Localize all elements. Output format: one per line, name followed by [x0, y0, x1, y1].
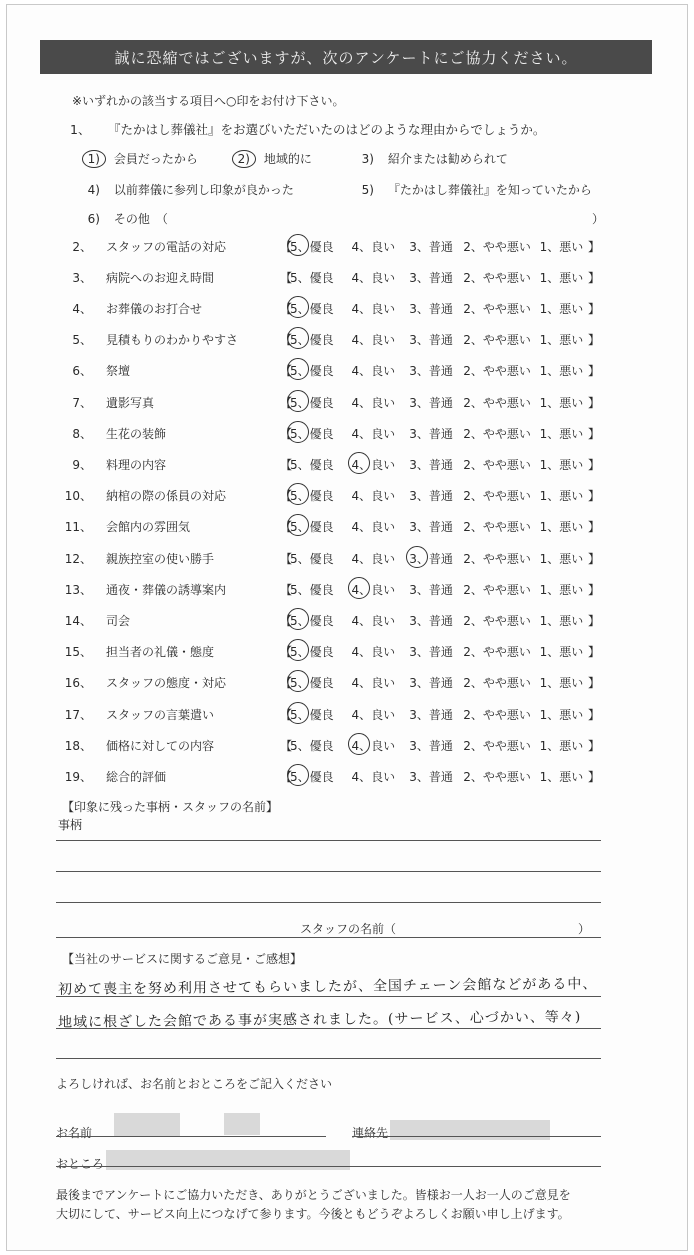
rating-option-5[interactable]: 5、優良: [290, 238, 351, 255]
phone-line: [352, 1136, 601, 1137]
address-label: おところ: [56, 1157, 105, 1171]
rating-option-1[interactable]: 1、悪い: [539, 301, 584, 316]
rating-scale: [280, 577, 600, 601]
rating-row-label: 価格に対しての内容: [106, 738, 215, 753]
q1-number: 1、: [70, 122, 91, 137]
rating-option-3[interactable]: 3、普通: [409, 550, 463, 567]
rating-option-3[interactable]: 3、普通: [409, 426, 453, 441]
rating-option-4[interactable]: 4、良い: [351, 301, 396, 316]
scale-open-bracket: 【: [280, 582, 293, 597]
rating-option-1[interactable]: 1、悪い: [539, 426, 584, 441]
rating-row-number: 17、: [64, 707, 92, 722]
rating-option-3[interactable]: 3、普通: [409, 457, 453, 472]
rating-option-1[interactable]: 1、悪い: [539, 676, 584, 691]
rating-option-3[interactable]: 3、普通: [409, 270, 453, 285]
phone-label: 連絡先: [352, 1126, 389, 1140]
rating-option-5[interactable]: 5、優良: [290, 674, 351, 691]
rating-row: [50, 515, 610, 539]
impression-line-2: [56, 871, 601, 872]
rating-row: [50, 640, 610, 664]
rating-option-2[interactable]: 2、やや悪い: [463, 676, 531, 691]
q1-option-3-label: 紹介または勧められて: [387, 152, 508, 166]
rating-option-4[interactable]: 4、良い: [351, 707, 396, 722]
rating-option-1[interactable]: 1、悪い: [539, 239, 584, 254]
rating-option-4[interactable]: 4、良い: [351, 676, 396, 691]
staff-name-label: スタッフの名前（: [300, 922, 397, 936]
rating-option-3[interactable]: 3、普通: [409, 645, 453, 660]
rating-row-label: スタッフの言葉遣い: [106, 707, 215, 722]
rating-option-4[interactable]: 4、良い: [351, 581, 409, 598]
rating-option-2[interactable]: 2、やや悪い: [463, 364, 531, 379]
rating-row-number: 15、: [64, 645, 92, 660]
rating-option-2[interactable]: 2、やや悪い: [463, 769, 531, 784]
rating-option-5[interactable]: 5、優良: [290, 457, 334, 472]
rating-row-label: 見積もりのわかりやすさ: [106, 333, 239, 348]
rating-row-number: 9、: [72, 457, 92, 472]
rating-scale: [280, 359, 600, 383]
opinion-line-2: [56, 1028, 601, 1029]
rating-option-3[interactable]: 3、普通: [409, 520, 453, 535]
rating-option-2[interactable]: 2、やや悪い: [463, 645, 531, 660]
rating-option-1[interactable]: 1、悪い: [539, 333, 584, 348]
name-redaction-1: [114, 1113, 180, 1137]
scale-open-bracket: 【: [280, 613, 293, 628]
rating-scale: [280, 390, 600, 414]
rating-row: [50, 608, 610, 632]
rating-row-number: 16、: [64, 676, 92, 691]
rating-option-2[interactable]: 2、やや悪い: [463, 738, 531, 753]
rating-option-5[interactable]: 5、優良: [290, 582, 334, 597]
closing-line-2: 大切にして、サービス向上につなげて参ります。今後ともどうぞよろしくお願い申し上げます。: [56, 1207, 570, 1222]
rating-row-label: 遺影写真: [106, 395, 155, 410]
scale-close-bracket: 】: [587, 582, 600, 597]
q1-option-6[interactable]: [66, 210, 168, 227]
scale-close-bracket: 】: [587, 301, 600, 316]
rating-option-5[interactable]: 5、優良: [290, 518, 351, 535]
q1-option-5[interactable]: [340, 181, 592, 198]
rating-option-2[interactable]: 2、やや悪い: [463, 426, 531, 441]
instruction-note: ※いずれかの該当する項目へ○印をお付け下さい。: [72, 94, 345, 108]
rating-row: [50, 577, 610, 601]
rating-option-5[interactable]: 5、優良: [290, 394, 351, 411]
rating-row-label: スタッフの態度・対応: [106, 676, 227, 691]
scale-open-bracket: 【: [280, 551, 293, 566]
q1-option-1-number: 1): [82, 150, 106, 168]
rating-option-5[interactable]: 5、優良: [290, 706, 351, 723]
impression-subject-label: 事柄: [58, 818, 83, 832]
rating-row-label: 司会: [106, 613, 131, 628]
name-redaction-2: [224, 1113, 260, 1135]
rating-option-4[interactable]: 4、良い: [351, 489, 396, 504]
q1-option-6-label: その他 （: [113, 212, 168, 226]
rating-option-4[interactable]: 4、良い: [351, 426, 396, 441]
rating-option-3[interactable]: 3、普通: [409, 301, 453, 316]
rating-row: [50, 671, 610, 695]
opinion-line-3: [56, 1058, 601, 1059]
rating-option-4[interactable]: 4、良い: [351, 769, 396, 784]
scale-open-bracket: 【: [280, 364, 293, 379]
rating-option-5[interactable]: 5、優良: [290, 425, 351, 442]
rating-row-label: 担当者の礼儀・態度: [106, 645, 215, 660]
q1-option-1[interactable]: [66, 150, 198, 168]
rating-scale: [280, 484, 600, 508]
rating-option-1[interactable]: 1、悪い: [539, 613, 584, 628]
rating-row-number: 2、: [72, 239, 92, 254]
q1-option-5-number: 5): [361, 183, 374, 197]
name-label: お名前: [56, 1126, 93, 1140]
rating-row: [50, 733, 610, 757]
rating-option-4[interactable]: 4、良い: [351, 737, 409, 754]
rating-option-4[interactable]: 4、良い: [351, 364, 396, 379]
rating-row-label: 会館内の雰囲気: [106, 520, 191, 535]
scale-close-bracket: 】: [587, 333, 600, 348]
rating-option-4[interactable]: 4、良い: [351, 270, 396, 285]
rating-row-number: 18、: [64, 738, 92, 753]
rating-option-3[interactable]: 3、普通: [409, 395, 453, 410]
rating-row-label: 納棺の際の係員の対応: [106, 489, 227, 504]
address-line: [56, 1166, 601, 1167]
scale-open-bracket: 【: [280, 489, 293, 504]
rating-row-label: 料理の内容: [106, 457, 167, 472]
phone-redaction: [390, 1120, 550, 1140]
scale-open-bracket: 【: [280, 333, 293, 348]
survey-header: 誠に恐縮ではございますが、次のアンケートにご協力ください。: [40, 40, 652, 74]
rating-option-1[interactable]: 1、悪い: [539, 270, 584, 285]
rating-option-2[interactable]: 2、やや悪い: [463, 707, 531, 722]
opinion-handwritten-line-2: 地域に根ざした会館である事が実感されました。(サービス、心づかい、等々): [57, 1009, 582, 1031]
rating-row-label: 通夜・葬儀の誘導案内: [106, 582, 227, 597]
rating-row-number: 3、: [72, 270, 92, 285]
rating-option-3[interactable]: 3、普通: [409, 333, 453, 348]
rating-row-number: 8、: [72, 426, 92, 441]
scale-open-bracket: 【: [280, 520, 293, 535]
q1-option-2[interactable]: [216, 150, 312, 168]
rating-option-3[interactable]: 3、普通: [409, 676, 453, 691]
rating-row-label: 総合的評価: [106, 769, 167, 784]
rating-option-3[interactable]: 3、普通: [409, 707, 453, 722]
impression-line-1: [56, 840, 601, 841]
rating-scale: [280, 296, 600, 320]
rating-option-1[interactable]: 1、悪い: [539, 457, 584, 472]
scale-close-bracket: 】: [587, 645, 600, 660]
scale-close-bracket: 】: [587, 426, 600, 441]
scale-close-bracket: 】: [587, 457, 600, 472]
opinion-line-1: [56, 996, 601, 997]
rating-option-5[interactable]: 5、優良: [290, 612, 351, 629]
rating-option-2[interactable]: 2、やや悪い: [463, 613, 531, 628]
q1-option-2-label: 地域的に: [263, 152, 312, 166]
rating-row: [50, 484, 610, 508]
rating-row-number: 6、: [72, 364, 92, 379]
rating-option-5[interactable]: 5、優良: [290, 768, 351, 785]
rating-option-2[interactable]: 2、やや悪い: [463, 520, 531, 535]
scale-close-bracket: 】: [587, 738, 600, 753]
scale-close-bracket: 】: [587, 769, 600, 784]
rating-scale: [280, 515, 600, 539]
scale-open-bracket: 【: [280, 769, 293, 784]
rating-option-5[interactable]: 5、優良: [290, 487, 351, 504]
rating-scale: [280, 452, 600, 476]
scale-open-bracket: 【: [280, 301, 293, 316]
rating-option-4[interactable]: 4、良い: [351, 456, 409, 473]
rating-scale: [280, 702, 600, 726]
rating-row-label: スタッフの電話の対応: [106, 239, 227, 254]
rating-option-3[interactable]: 3、普通: [409, 613, 453, 628]
rating-option-4[interactable]: 4、良い: [351, 395, 396, 410]
q1-option-2-number: 2): [232, 150, 256, 168]
scale-close-bracket: 】: [587, 707, 600, 722]
scale-open-bracket: 【: [280, 426, 293, 441]
rating-option-1[interactable]: 1、悪い: [539, 738, 584, 753]
rating-option-4[interactable]: 4、良い: [351, 551, 396, 566]
rating-option-1[interactable]: 1、悪い: [539, 364, 584, 379]
rating-scale: [280, 421, 600, 445]
rating-option-5[interactable]: 5、優良: [290, 270, 334, 285]
rating-row-label: 生花の装飾: [106, 426, 167, 441]
rating-row: [50, 265, 610, 289]
rating-option-2[interactable]: 2、やや悪い: [463, 301, 531, 316]
q1-question-text: 『たかはし葬儀社』をお選びいただいたのはどのような理由からでしょうか。: [107, 122, 546, 137]
scale-open-bracket: 【: [280, 239, 293, 254]
scale-close-bracket: 】: [587, 270, 600, 285]
rating-option-4[interactable]: 4、良い: [351, 520, 396, 535]
rating-row: [50, 546, 610, 570]
rating-row-number: 4、: [72, 301, 92, 316]
rating-row-number: 11、: [64, 520, 92, 535]
rating-option-5[interactable]: 5、優良: [290, 362, 351, 379]
rating-scale: [280, 608, 600, 632]
scale-open-bracket: 【: [280, 395, 293, 410]
rating-option-2[interactable]: 2、やや悪い: [463, 270, 531, 285]
impression-title: 【印象に残った事柄・スタッフの名前】: [62, 800, 279, 814]
closing-line-1: 最後までアンケートにご協力いただき、ありがとうございました。皆様お一人お一人のご意見を: [56, 1188, 571, 1202]
scale-open-bracket: 【: [280, 676, 293, 691]
rating-option-2[interactable]: 2、やや悪い: [463, 551, 531, 566]
rating-option-1[interactable]: 1、悪い: [539, 707, 584, 722]
scale-close-bracket: 】: [587, 364, 600, 379]
rating-option-2[interactable]: 2、やや悪い: [463, 582, 531, 597]
scale-close-bracket: 】: [587, 239, 600, 254]
scale-close-bracket: 】: [587, 489, 600, 504]
rating-row-label: 病院へのお迎え時間: [106, 270, 215, 285]
rating-row: [50, 296, 610, 320]
rating-option-1[interactable]: 1、悪い: [539, 520, 584, 535]
rating-row-label: 祭壇: [106, 364, 131, 379]
scale-close-bracket: 】: [587, 613, 600, 628]
rating-option-4[interactable]: 4、良い: [351, 613, 396, 628]
q1-option-4-number: 4): [87, 183, 100, 197]
rating-row: [50, 390, 610, 414]
rating-option-5[interactable]: 5、優良: [290, 738, 334, 753]
rating-option-1[interactable]: 1、悪い: [539, 489, 584, 504]
scale-close-bracket: 】: [587, 520, 600, 535]
scale-close-bracket: 】: [587, 551, 600, 566]
rating-scale: [280, 733, 600, 757]
rating-option-5[interactable]: 5、優良: [290, 300, 351, 317]
rating-scale: [280, 640, 600, 664]
rating-scale: [280, 234, 600, 258]
scale-open-bracket: 【: [280, 707, 293, 722]
address-redaction: [106, 1150, 350, 1170]
rating-row-number: 7、: [72, 395, 92, 410]
rating-scale: [280, 764, 600, 788]
rating-option-2[interactable]: 2、やや悪い: [463, 395, 531, 410]
staff-name-close: ）: [578, 922, 591, 936]
rating-row-number: 19、: [64, 769, 92, 784]
rating-option-5[interactable]: 5、優良: [290, 331, 351, 348]
rating-option-1[interactable]: 1、悪い: [539, 769, 584, 784]
rating-option-3[interactable]: 3、普通: [409, 769, 453, 784]
q1-other-close: ）: [592, 212, 605, 226]
rating-row-label: お葬儀のお打合せ: [106, 301, 203, 316]
rating-scale: [280, 328, 600, 352]
rating-option-4[interactable]: 4、良い: [351, 645, 396, 660]
rating-row: [50, 452, 610, 476]
rating-option-3[interactable]: 3、普通: [409, 582, 453, 597]
rating-scale: [280, 671, 600, 695]
rating-option-2[interactable]: 2、やや悪い: [463, 333, 531, 348]
rating-option-4[interactable]: 4、良い: [351, 333, 396, 348]
rating-scale: [280, 546, 600, 570]
rating-option-3[interactable]: 3、普通: [409, 364, 453, 379]
rating-option-2[interactable]: 2、やや悪い: [463, 457, 531, 472]
rating-scale: [280, 265, 600, 289]
q1-option-4-label: 以前葬儀に参列し印象が良かった: [113, 183, 294, 197]
contact-prompt: よろしければ、お名前とおところをご記入ください: [56, 1077, 333, 1091]
q1-option-3[interactable]: [340, 150, 508, 167]
staff-name-line: [56, 937, 601, 938]
scale-close-bracket: 】: [587, 676, 600, 691]
scale-open-bracket: 【: [280, 270, 293, 285]
scale-close-bracket: 】: [587, 395, 600, 410]
rating-option-5[interactable]: 5、優良: [290, 643, 351, 660]
rating-option-2[interactable]: 2、やや悪い: [463, 239, 531, 254]
rating-option-5[interactable]: 5、優良: [290, 551, 334, 566]
rating-option-1[interactable]: 1、悪い: [539, 582, 584, 597]
rating-row: [50, 702, 610, 726]
rating-row: [50, 328, 610, 352]
q1-option-5-label: 『たかはし葬儀社』を知っていたから: [387, 183, 592, 197]
rating-row-number: 5、: [72, 333, 92, 348]
rating-option-1[interactable]: 1、悪い: [539, 551, 584, 566]
rating-row-number: 12、: [64, 551, 92, 566]
rating-option-2[interactable]: 2、やや悪い: [463, 489, 531, 504]
rating-row: [50, 359, 610, 383]
scale-open-bracket: 【: [280, 457, 293, 472]
closing-message: [56, 1186, 616, 1224]
rating-row: [50, 764, 610, 788]
rating-option-3[interactable]: 3、普通: [409, 239, 453, 254]
rating-option-4[interactable]: 4、良い: [351, 239, 396, 254]
impression-line-3: [56, 902, 601, 903]
rating-option-1[interactable]: 1、悪い: [539, 645, 584, 660]
q1-question: [70, 120, 545, 138]
rating-option-3[interactable]: 3、普通: [409, 489, 453, 504]
q1-option-1-label: 会員だったから: [113, 152, 198, 166]
opinion-title: 【当社のサービスに関するご意見・ご感想】: [62, 952, 303, 966]
rating-row: [50, 421, 610, 445]
scale-open-bracket: 【: [280, 738, 293, 753]
rating-option-3[interactable]: 3、普通: [409, 738, 453, 753]
rating-row-number: 10、: [64, 489, 92, 504]
q1-option-6-number: 6): [87, 212, 100, 226]
rating-row-number: 14、: [64, 613, 92, 628]
rating-option-1[interactable]: 1、悪い: [539, 395, 584, 410]
rating-row-number: 13、: [64, 582, 92, 597]
name-line: [56, 1136, 326, 1137]
rating-row-label: 親族控室の使い勝手: [106, 551, 215, 566]
scale-open-bracket: 【: [280, 645, 293, 660]
q1-option-3-number: 3): [361, 152, 374, 166]
opinion-handwritten-line-1: 初めて喪主を努め利用させてもらいましたが、全国チェーン会館などがある中、: [57, 976, 598, 998]
q1-option-4[interactable]: [66, 181, 294, 198]
rating-row: [50, 234, 610, 258]
